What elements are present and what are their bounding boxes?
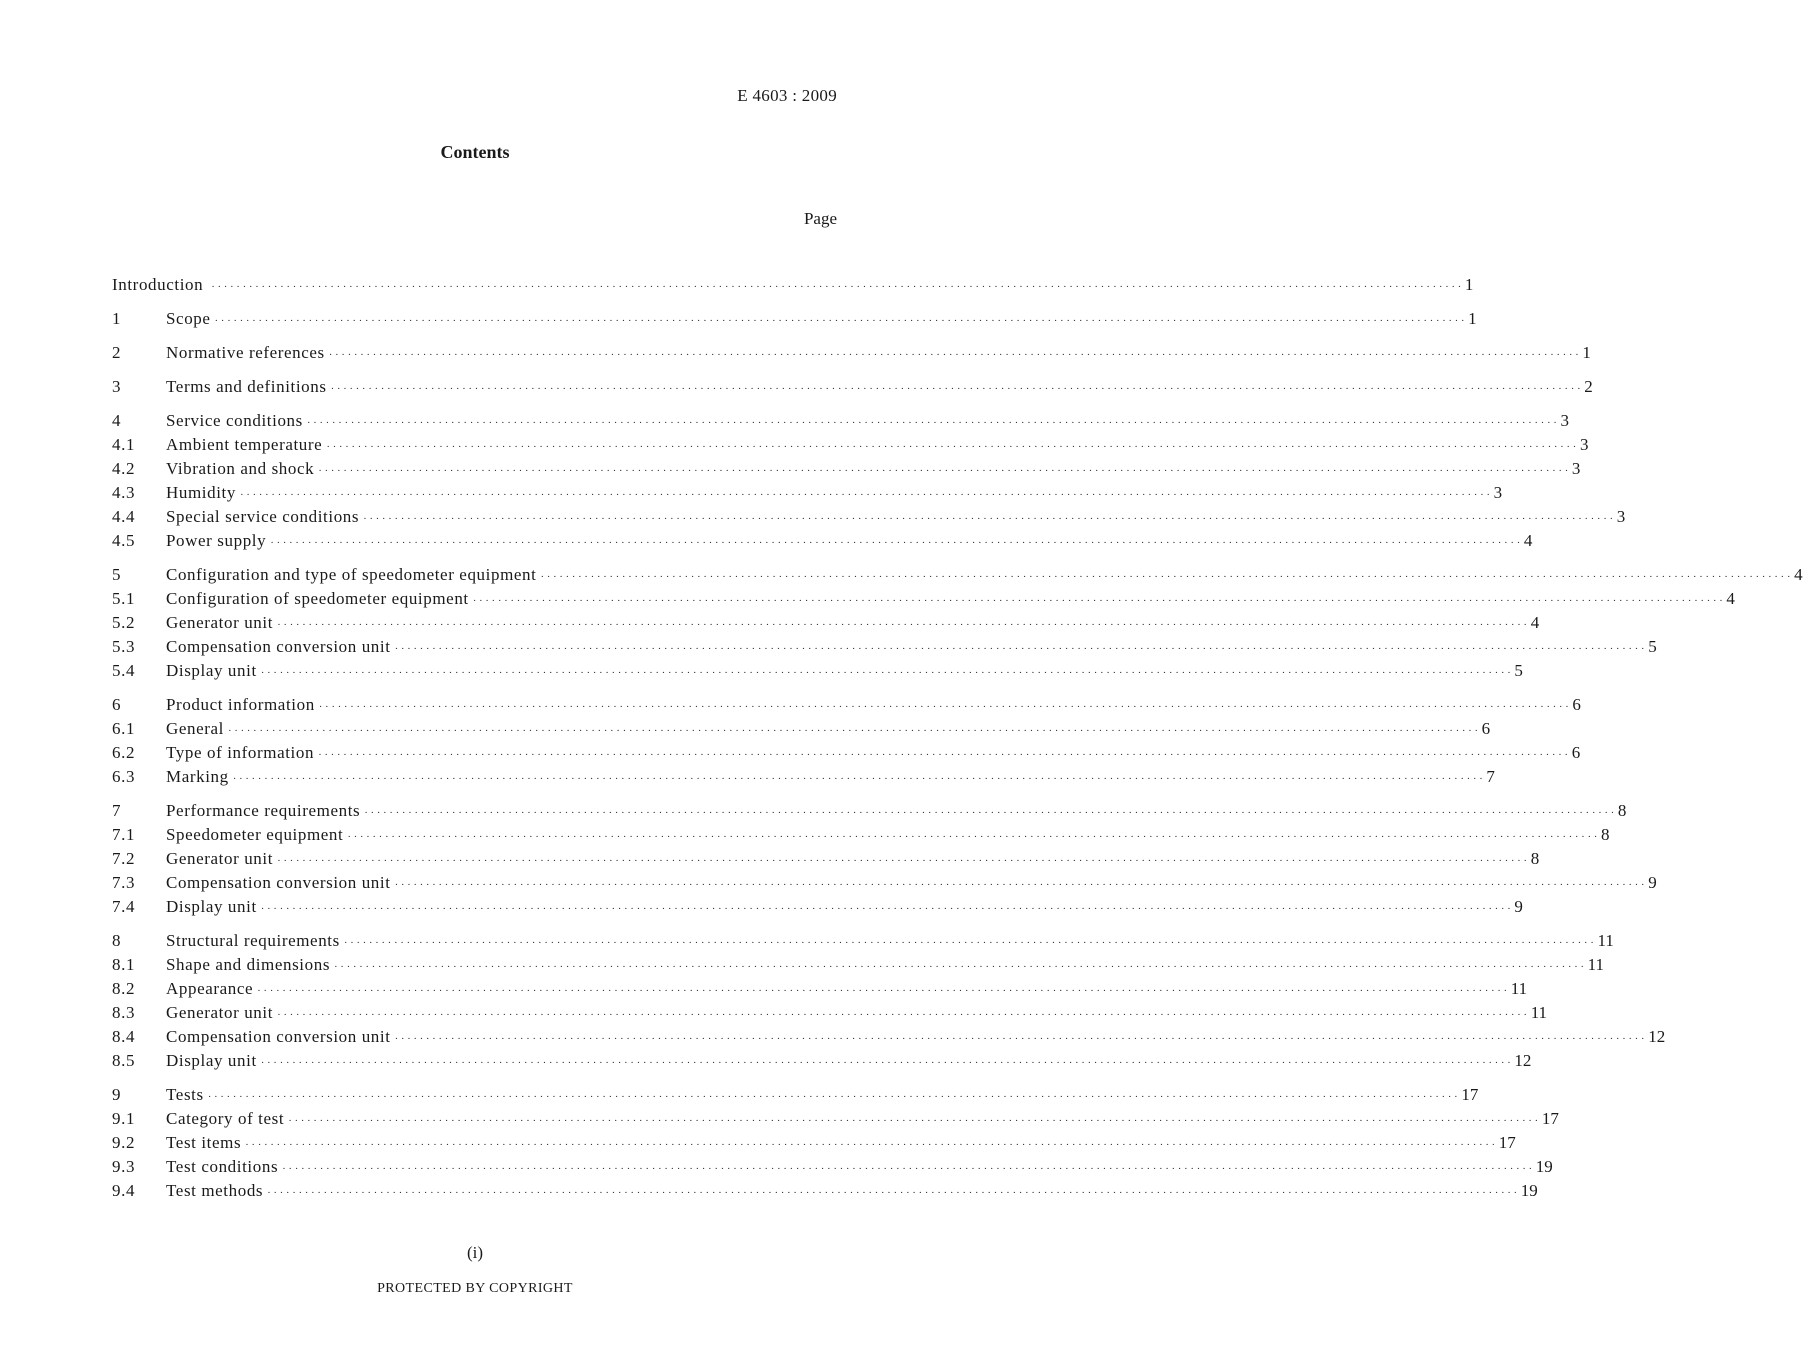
toc-entry-page: 17: [1498, 1133, 1516, 1152]
dot-leader: ········································································································································································································: [239, 489, 1493, 501]
toc-entry-title: Test items: [166, 1133, 242, 1152]
toc-entry[interactable]: [112, 433, 1589, 457]
toc-entry-page: 3: [1560, 411, 1569, 430]
toc-entry[interactable]: [112, 1049, 1532, 1073]
toc-entry-page: 3: [1616, 507, 1626, 526]
dot-leader: ········································································································································································································: [282, 1163, 1535, 1175]
dot-leader: ········································································································································································································: [394, 1033, 1648, 1045]
dot-leader: ········································································································································································································: [343, 937, 1597, 949]
toc-entry[interactable]: [112, 481, 1503, 505]
toc-entry-title: Shape and dimensions: [166, 955, 331, 974]
dot-leader: ········································································································································································································: [288, 1115, 1541, 1127]
toc-entry-page: 19: [1520, 1181, 1538, 1200]
dot-leader: ········································································································································································································: [277, 619, 1530, 631]
toc-entry[interactable]: [112, 587, 1735, 611]
dot-leader: ········································································································································································································: [318, 465, 1571, 477]
toc-entry-number: 5: [112, 565, 122, 584]
dot-leader: ········································································································································································································: [363, 513, 1616, 525]
toc-entry-page: 11: [1597, 931, 1614, 950]
toc-entry-title: Generator unit: [166, 613, 274, 632]
toc-entry[interactable]: [112, 659, 1523, 683]
dot-leader: ········································································································································································································: [257, 985, 1510, 997]
dot-leader: ········································································································································································································: [260, 903, 1514, 915]
toc-entry-number: 9.2: [112, 1133, 136, 1152]
toc-entry-title: Speedometer equipment: [166, 825, 344, 844]
dot-leader: ········································································································································································································: [326, 441, 1579, 453]
toc-entry-page: 1: [1468, 309, 1477, 328]
toc-entry-title: Display unit: [166, 661, 257, 680]
toc-entry-page: 8: [1600, 825, 1610, 844]
toc-entry-number: 5.2: [112, 613, 136, 632]
dot-leader: ········································································································································································································: [277, 1009, 1530, 1021]
toc-entry-number: 3: [112, 377, 122, 396]
toc-entry-page: 17: [1461, 1085, 1479, 1104]
toc-entry[interactable]: [112, 693, 1581, 717]
toc-entry-page: 9: [1514, 897, 1523, 916]
dot-leader: ········································································································································································································: [394, 643, 1648, 655]
toc-entry-page: 8: [1530, 849, 1540, 868]
dot-leader: ········································································································································································································: [318, 701, 1572, 713]
dot-leader: ········································································································································································································: [540, 571, 1794, 583]
toc-entry-title: Normative references: [166, 343, 325, 362]
toc-entry-number: 9: [112, 1085, 122, 1104]
dot-leader: ········································································································································································································: [260, 1057, 1514, 1069]
toc-entry-page: 12: [1648, 1027, 1666, 1046]
toc-entry-title: Vibration and shock: [166, 459, 315, 478]
toc-entry[interactable]: [112, 741, 1581, 765]
toc-entry-page: 4: [1726, 589, 1735, 608]
toc-entry-page: 3: [1571, 459, 1581, 478]
toc-entry[interactable]: [112, 847, 1540, 871]
toc-entry-title: Tests: [166, 1085, 204, 1104]
toc-entry-number: 8: [112, 931, 122, 950]
dot-leader: ········································································································································································································: [347, 831, 1600, 843]
toc-entry[interactable]: [112, 1155, 1553, 1179]
toc-entry-title: Special service conditions: [166, 507, 360, 526]
toc-entry-number: 5.3: [112, 637, 136, 656]
toc-entry-number: 8.3: [112, 1003, 136, 1022]
dot-leader: ········································································································································································································: [245, 1139, 1498, 1151]
dot-leader: ········································································································································································································: [306, 417, 1560, 429]
toc-entry-title: Generator unit: [166, 1003, 274, 1022]
toc-entry-title: Display unit: [166, 1051, 257, 1070]
toc-entry-number: 4.2: [112, 459, 136, 478]
dot-leader: ········································································································································································································: [364, 807, 1617, 819]
toc-entry-title: Configuration and type of speedometer equipment: [166, 565, 537, 584]
toc-entry-title: Ambient temperature: [166, 435, 323, 454]
toc-entry-number: 8.4: [112, 1027, 136, 1046]
toc-entry-number: 4.3: [112, 483, 136, 502]
toc-entry-number: 2: [112, 343, 122, 362]
toc-entry-title: General: [166, 719, 224, 738]
dot-leader: ········································································································································································································: [214, 315, 1468, 327]
toc-entry-number: 6.1: [112, 719, 136, 738]
toc-entry-title: Scope: [166, 309, 211, 328]
toc-entry-number: 7.2: [112, 849, 136, 868]
toc-entry-title: Terms and definitions: [166, 377, 327, 396]
dot-leader: ········································································································································································································: [334, 961, 1587, 973]
toc-entry[interactable]: [112, 635, 1657, 659]
toc-entry-title: Configuration of speedometer equipment: [166, 589, 469, 608]
toc-entry[interactable]: [112, 823, 1610, 847]
toc-entry-page: 9: [1648, 873, 1657, 892]
toc-entry-page: 2: [1584, 377, 1593, 396]
toc-entry[interactable]: [112, 611, 1540, 635]
toc-entry-page: 17: [1541, 1109, 1559, 1128]
dot-leader: ········································································································································································································: [232, 773, 1486, 785]
toc-entry-title: Structural requirements: [166, 931, 340, 950]
toc-entry-number: 6.2: [112, 743, 136, 762]
toc-entry-title: Category of test: [166, 1109, 285, 1128]
dot-leader: ········································································································································································································: [270, 537, 1523, 549]
toc-entry[interactable]: [112, 1083, 1479, 1107]
toc-entry-title: Appearance: [166, 979, 254, 998]
toc-entry[interactable]: [112, 799, 1627, 823]
toc-entry-page: 6: [1481, 719, 1491, 738]
toc-entry-page: 6: [1571, 743, 1581, 762]
toc-entry-number: 8.5: [112, 1051, 136, 1070]
toc-entry-number: 9.4: [112, 1181, 136, 1200]
toc-entry-number: 4: [112, 411, 122, 430]
toc-entry-number: 4.1: [112, 435, 136, 454]
toc-entry-page: 11: [1530, 1003, 1548, 1022]
toc-entry-page: 4: [1794, 565, 1803, 584]
toc-entry-page: 6: [1572, 695, 1581, 714]
toc-entry-number: 9.1: [112, 1109, 136, 1128]
dot-leader: ········································································································································································································: [330, 383, 1584, 395]
toc-entry-page: 11: [1587, 955, 1605, 974]
toc-entry[interactable]: [112, 1179, 1538, 1203]
toc-entry[interactable]: [112, 1001, 1548, 1025]
toc-entry[interactable]: [112, 871, 1657, 895]
dot-leader: ········································································································································································································: [207, 1091, 1461, 1103]
toc-entry-page: 4: [1530, 613, 1540, 632]
toc-entry-page: 3: [1579, 435, 1589, 454]
toc-entry[interactable]: [112, 375, 1593, 399]
toc-entry[interactable]: [112, 563, 1803, 587]
toc-entry[interactable]: [112, 1131, 1516, 1155]
toc-entry-number: 4.5: [112, 531, 136, 550]
toc-entry[interactable]: [112, 307, 1477, 331]
toc-entry-number: 7.3: [112, 873, 136, 892]
toc-entry-page: 3: [1493, 483, 1503, 502]
toc-entry-title: Compensation conversion unit: [166, 873, 391, 892]
toc-entry-title: Marking: [166, 767, 229, 786]
toc-entry[interactable]: [112, 529, 1533, 553]
dot-leader: ········································································································································································································: [328, 349, 1582, 361]
toc-entry[interactable]: [112, 977, 1528, 1001]
table-of-contents: [112, 273, 1803, 1203]
toc-entry-page: 5: [1648, 637, 1657, 656]
toc-entry-number: 8.1: [112, 955, 136, 974]
toc-entry-title: Power supply: [166, 531, 267, 550]
toc-entry-page: 19: [1535, 1157, 1553, 1176]
toc-entry-number: 5.1: [112, 589, 136, 608]
page-folio: (i): [466, 1243, 484, 1262]
toc-entry-page: 4: [1523, 531, 1533, 550]
toc-entry-number: 4.4: [112, 507, 136, 526]
toc-entry[interactable]: [112, 1107, 1559, 1131]
dot-leader: ········································································································································································································: [211, 281, 1464, 293]
toc-entry-title: Introduction: [112, 275, 204, 294]
toc-entry-title: Service conditions: [166, 411, 303, 430]
toc-entry-page: 8: [1617, 801, 1627, 820]
toc-entry-title: Test methods: [166, 1181, 264, 1200]
toc-entry[interactable]: [112, 409, 1569, 433]
toc-entry[interactable]: [112, 929, 1614, 953]
toc-entry-number: 1: [112, 309, 122, 328]
dot-leader: ········································································································································································································: [260, 667, 1514, 679]
dot-leader: ········································································································································································································: [228, 725, 1481, 737]
toc-entry-page: 5: [1514, 661, 1523, 680]
dot-leader: ········································································································································································································: [318, 749, 1571, 761]
toc-entry-title: Type of information: [166, 743, 315, 762]
toc-entry[interactable]: [112, 341, 1591, 365]
dot-leader: ········································································································································································································: [277, 855, 1530, 867]
dot-leader: ········································································································································································································: [267, 1187, 1520, 1199]
toc-entry[interactable]: [112, 953, 1605, 977]
toc-entry-page: 11: [1510, 979, 1528, 998]
dot-leader: ········································································································································································································: [472, 595, 1726, 607]
toc-entry-number: 8.2: [112, 979, 136, 998]
toc-entry[interactable]: [112, 895, 1523, 919]
toc-entry-number: 6: [112, 695, 122, 714]
toc-entry-title: Humidity: [166, 483, 236, 502]
toc-entry-page: 7: [1486, 767, 1495, 786]
page-column-label: Page: [803, 209, 837, 228]
toc-entry-page: 12: [1514, 1051, 1532, 1070]
toc-entry-number: 9.3: [112, 1157, 136, 1176]
toc-entry-page: 1: [1464, 275, 1474, 294]
dot-leader: ········································································································································································································: [394, 879, 1648, 891]
toc-entry-title: Generator unit: [166, 849, 274, 868]
toc-entry-title: Test conditions: [166, 1157, 279, 1176]
toc-entry-title: Display unit: [166, 897, 257, 916]
document-id: E 4603 : 2009: [737, 86, 837, 105]
page-title: Contents: [440, 142, 510, 162]
copyright-notice: PROTECTED BY COPYRIGHT: [377, 1281, 573, 1296]
toc-entry-number: 7.1: [112, 825, 136, 844]
toc-entry-title: Compensation conversion unit: [166, 637, 391, 656]
toc-entry-title: Compensation conversion unit: [166, 1027, 391, 1046]
toc-entry[interactable]: [112, 765, 1495, 789]
toc-entry-page: 1: [1582, 343, 1591, 362]
toc-entry[interactable]: [112, 717, 1491, 741]
toc-entry-number: 6.3: [112, 767, 136, 786]
toc-entry[interactable]: [112, 273, 1474, 297]
toc-entry-number: 5.4: [112, 661, 136, 680]
toc-entry-number: 7.4: [112, 897, 136, 916]
toc-entry-title: Performance requirements: [166, 801, 361, 820]
toc-entry-number: 7: [112, 801, 122, 820]
toc-entry-title: Product information: [166, 695, 315, 714]
toc-entry[interactable]: [112, 457, 1581, 481]
toc-entry[interactable]: [112, 505, 1626, 529]
toc-entry[interactable]: [112, 1025, 1666, 1049]
